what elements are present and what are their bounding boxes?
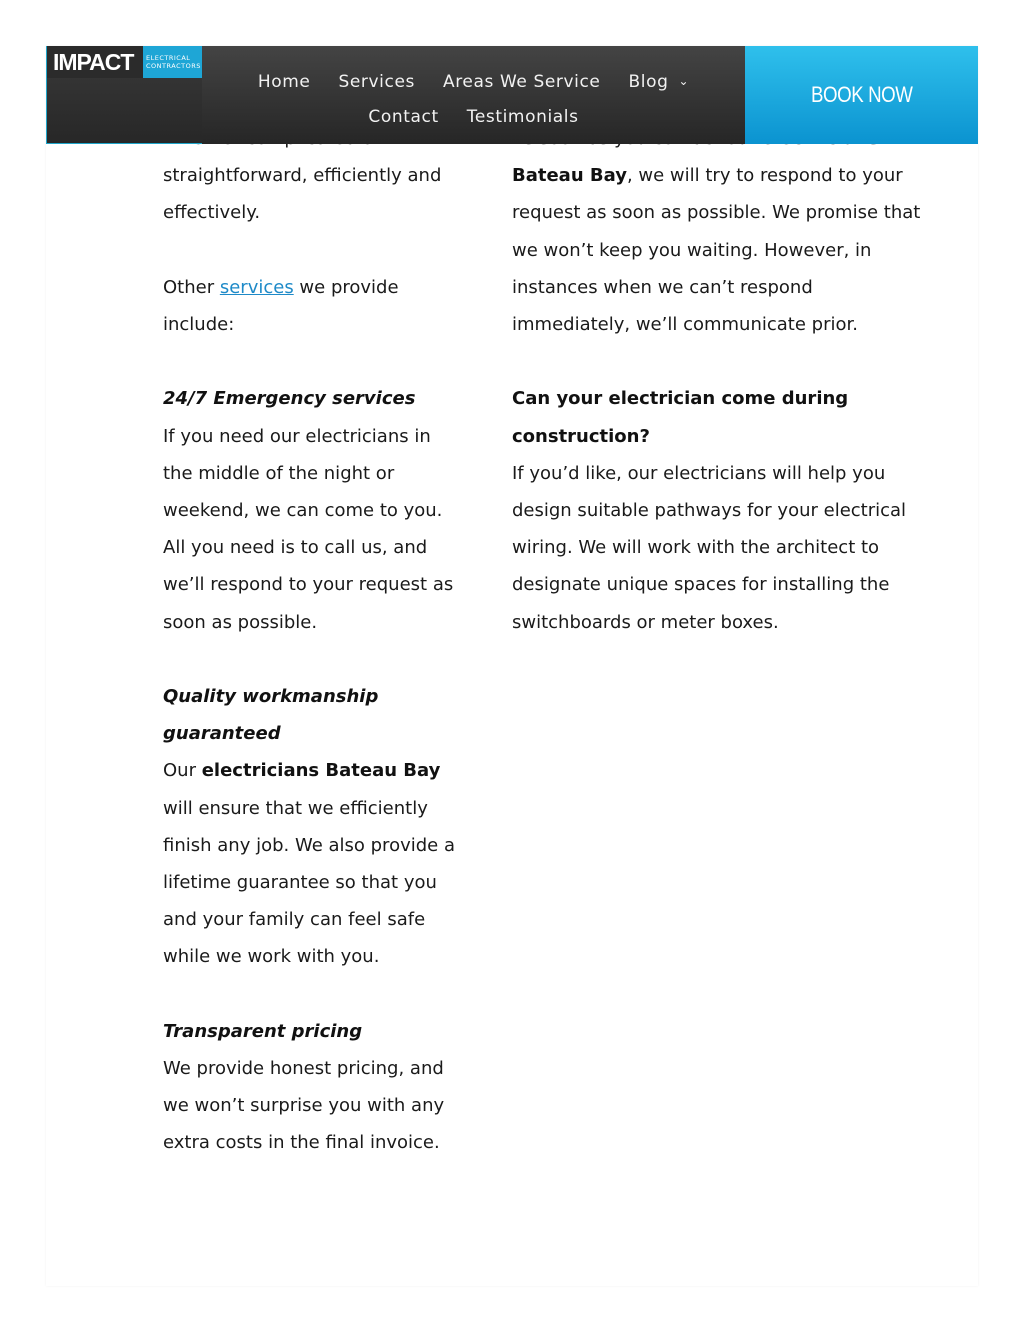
site-header bbox=[46, 46, 978, 144]
electricians-bateau-bay-bold: Bateau Bay bbox=[512, 165, 627, 187]
response-text: Bateau Bay, we will try to respond to your request as soon as possible. We promise that we won’t keep you waiting. However, in instances when we can’t respond immediately, we’ll communicate prior. bbox=[512, 120, 922, 343]
quality-heading: Quality workmanship guaranteed bbox=[163, 686, 379, 745]
right-column bbox=[512, 120, 922, 641]
other-services-text: Other services we provide include: bbox=[163, 276, 399, 335]
logo-subtitle: ELECTRICAL CONTRACTORS bbox=[143, 46, 203, 78]
intro-text: straightforward, efficiently and effectively. bbox=[163, 165, 442, 224]
logo[interactable] bbox=[46, 46, 202, 144]
pricing-text: We provide honest pricing, and we won’t surprise you with any extra costs in the final invoice. bbox=[163, 1058, 445, 1154]
services-link[interactable]: services bbox=[219, 276, 294, 298]
emergency-heading: 24/7 Emergency services bbox=[163, 388, 416, 410]
nav-home[interactable]: Home bbox=[257, 72, 311, 92]
construction-text: If you’d like, our electricians will help you design suitable pathways for your electrical wiring. We will work with the architect to designate unique spaces for installing the switchboards or meter boxes. bbox=[512, 462, 907, 633]
main-nav bbox=[202, 46, 745, 144]
quality-text: Our electricians Bateau Bay will ensure that we efficiently finish any job. We also provide a lifetime guarantee so that you and your family can feel safe while we work with you. bbox=[163, 760, 455, 968]
nav-contact[interactable]: Contact bbox=[368, 107, 439, 127]
electricians-bateau-bay-bold: electricians Bateau Bay bbox=[201, 760, 441, 782]
book-now-button[interactable]: BOOK NOW bbox=[745, 46, 978, 144]
nav-areas-we-service[interactable]: Areas We Service bbox=[442, 72, 601, 92]
left-column bbox=[163, 120, 463, 1162]
emergency-text: If you need our electricians in the middle of the night or weekend, we can come to you. All you need is to call us, and we’ll respond to your request as soon as possible. bbox=[163, 425, 454, 633]
construction-heading: Can your electrician come during construction? bbox=[512, 388, 849, 447]
nav-testimonials[interactable]: Testimonials bbox=[466, 107, 579, 127]
chevron-down-icon[interactable]: ⌄ bbox=[678, 74, 690, 88]
pricing-heading: Transparent pricing bbox=[163, 1020, 363, 1042]
nav-blog[interactable]: Blog ⌄ bbox=[628, 72, 690, 92]
nav-services[interactable]: Services bbox=[338, 72, 415, 92]
logo-wordmark: IMPACT bbox=[47, 46, 143, 78]
